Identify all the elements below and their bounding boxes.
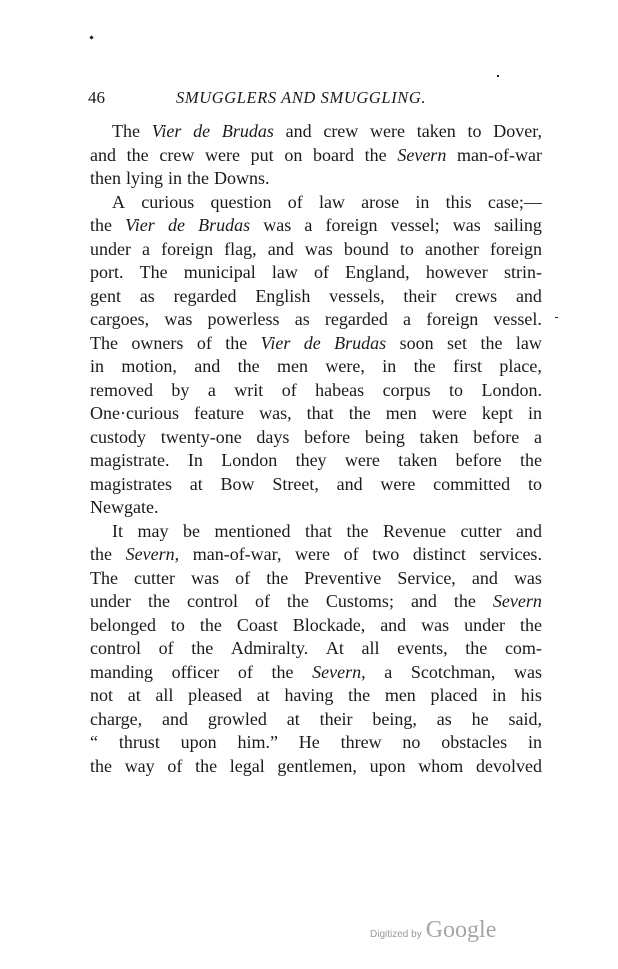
text-line: control of the Admiralty. At all events, the com- [90,638,542,658]
text-line: under a foreign flag, and was bound to another foreign [90,238,542,259]
text-line: The cutter was of the Preventive Service, and was [90,567,542,588]
text-line: in motion, and the men were, in the first place, [90,356,542,376]
text-line: A curious question of law arose in this case;— [112,191,542,212]
text-line: gent as regarded English vessels, their crews and [90,285,542,306]
text-line: One·curious feature was, that the men were kept in [90,403,542,423]
text-line: charge, and growled at their being, as he said, [90,708,542,729]
text-line: the Vier de Brudas was a foreign vessel; was sailing [90,215,542,235]
text-line: The owners of the Vier de Brudas soon set the law [90,332,542,353]
text-line: Newgate. [90,497,159,517]
scan-artifact [497,75,499,77]
text-line: removed by a writ of habeas corpus to London. [90,379,542,400]
text-line: and the crew were put on board the Severn man-of-war [90,144,542,165]
text-line: The Vier de Brudas and crew were taken to Dover, [112,121,542,141]
digitized-by-google-watermark [370,917,496,944]
google-logo-text: Google [425,917,497,943]
page-header [88,88,548,110]
text-line: the way of the legal gentlemen, upon whom devolved [90,755,542,776]
running-title: SMUGGLERS AND SMUGGLING. [176,88,427,107]
text-line: custody twenty-one days before being taken before a [90,426,542,447]
text-line: cargoes, was powerless as regarded a foreign vessel. [90,309,542,329]
text-line: It may be mentioned that the Revenue cutter and [112,520,542,541]
text-line: belonged to the Coast Blockade, and was under the [90,614,542,635]
scan-artifact [89,35,93,39]
text-line: port. The municipal law of England, however strin- [90,262,542,282]
text-line: then lying in the Downs. [90,168,270,188]
text-line: under the control of the Customs; and the Severn [90,591,542,611]
scan-artifact [555,317,558,318]
text-line: “ thrust upon him.” He threw no obstacles in [90,732,542,752]
text-line: the Severn, man-of-war, were of two distinct services. [90,544,542,564]
text-line: manding officer of the Severn, a Scotchman, was [90,661,542,682]
watermark-prefix: Digitized by [370,929,422,940]
text-line: not at all pleased at having the men placed in his [90,685,542,705]
page-number: 46 [88,88,105,107]
text-line: magistrates at Bow Street, and were committed to [90,473,542,494]
text-line: magistrate. In London they were taken before the [90,450,542,470]
body-text [90,120,542,778]
